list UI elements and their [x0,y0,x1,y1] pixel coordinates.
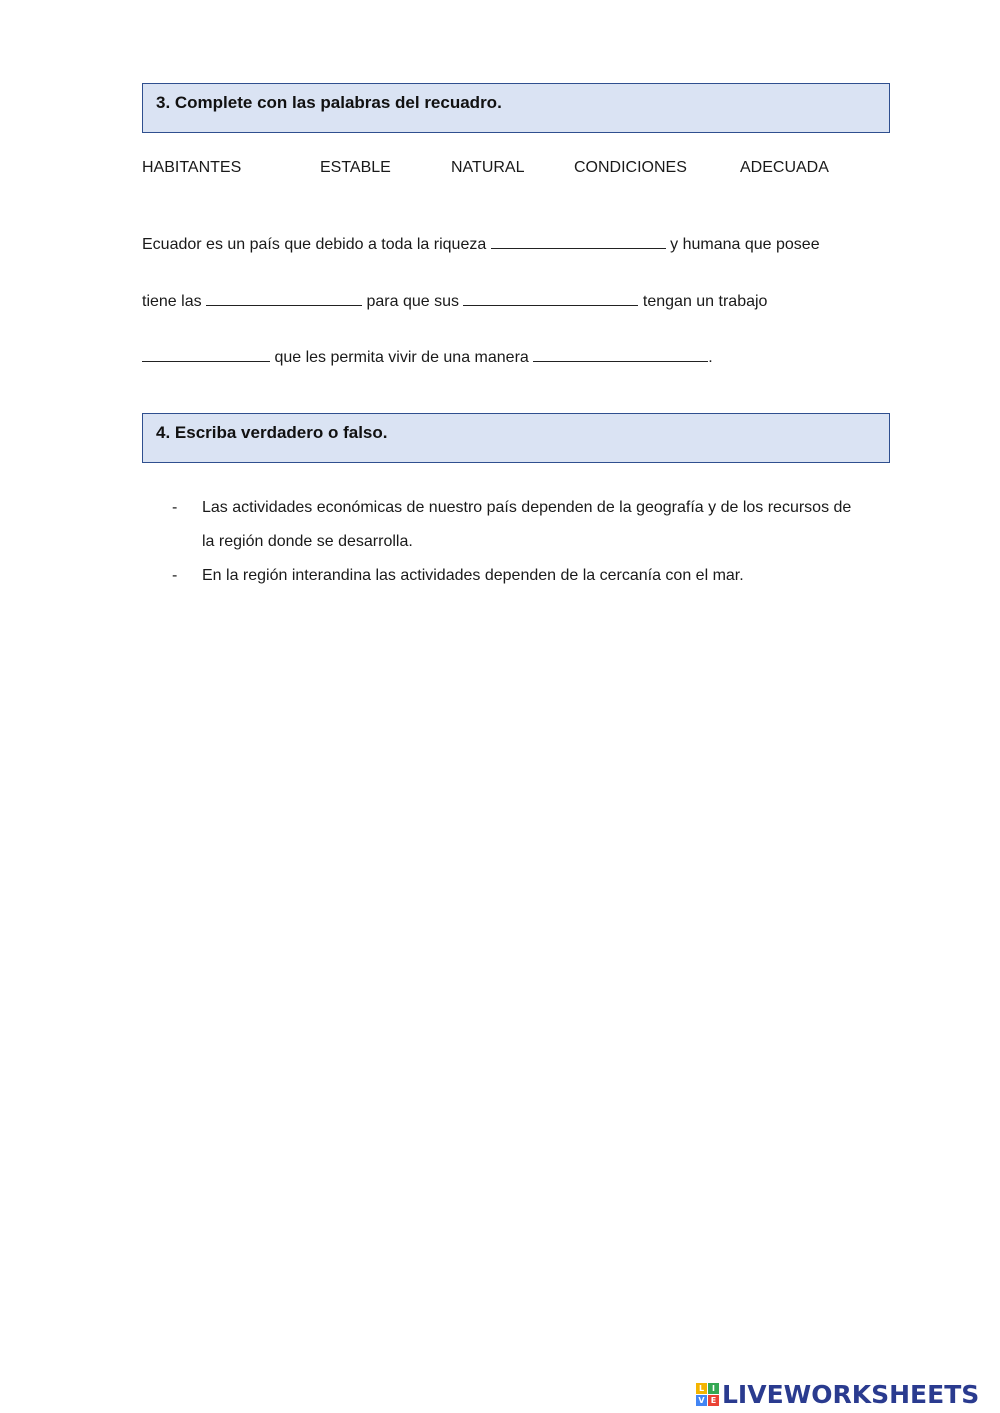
sentence-line-2 [142,291,767,311]
blank-field-1[interactable] [491,234,666,249]
logo-mark-letter: I [708,1383,719,1394]
logo-mark-letter: E [708,1395,719,1406]
bullet-dash: - [172,567,178,584]
sentence-text: tengan un trabajo [638,293,768,310]
blank-field-4[interactable] [142,347,270,362]
sentence-text: . [708,349,713,366]
bullet-dash: - [172,499,178,516]
blank-field-5[interactable] [533,347,708,362]
logo-mark-letter: V [696,1395,707,1406]
section-4-title: 4. Escriba verdadero o falso. [156,423,388,442]
word-bank-item: HABITANTES [142,159,242,176]
true-false-item-2: En la región interandina las actividades dependen de la cercanía con el mar. [202,567,744,584]
blank-field-2[interactable] [206,291,362,306]
sentence-line-3 [142,347,713,367]
true-false-item-1: Las actividades económicas de nuestro país dependen de la geografía y de los recursos de la región donde se desarrolla. [202,499,852,550]
sentence-text: para que sus [362,293,464,310]
sentence-line-1 [142,234,820,254]
sentence-text: y humana que posee [665,236,820,253]
logo-text: LIVEWORKSHEETS [722,1379,980,1409]
sentence-text: Ecuador es un país que debido a toda la riqueza [142,236,491,253]
logo-mark-icon [696,1383,719,1406]
word-bank-item: ESTABLE [320,159,391,176]
word-bank-item: NATURAL [451,159,525,176]
word-bank-item: CONDICIONES [574,159,687,176]
word-bank-item: ADECUADA [740,159,829,176]
liveworksheets-logo [696,1379,979,1409]
blank-field-3[interactable] [463,291,638,306]
logo-mark-letter: L [696,1383,707,1394]
section-4-header [142,413,890,463]
sentence-text: que les permita vivir de una manera [270,349,534,366]
section-3-header [142,83,890,133]
sentence-text: tiene las [142,293,207,310]
section-3-title: 3. Complete con las palabras del recuadro. [156,93,502,112]
